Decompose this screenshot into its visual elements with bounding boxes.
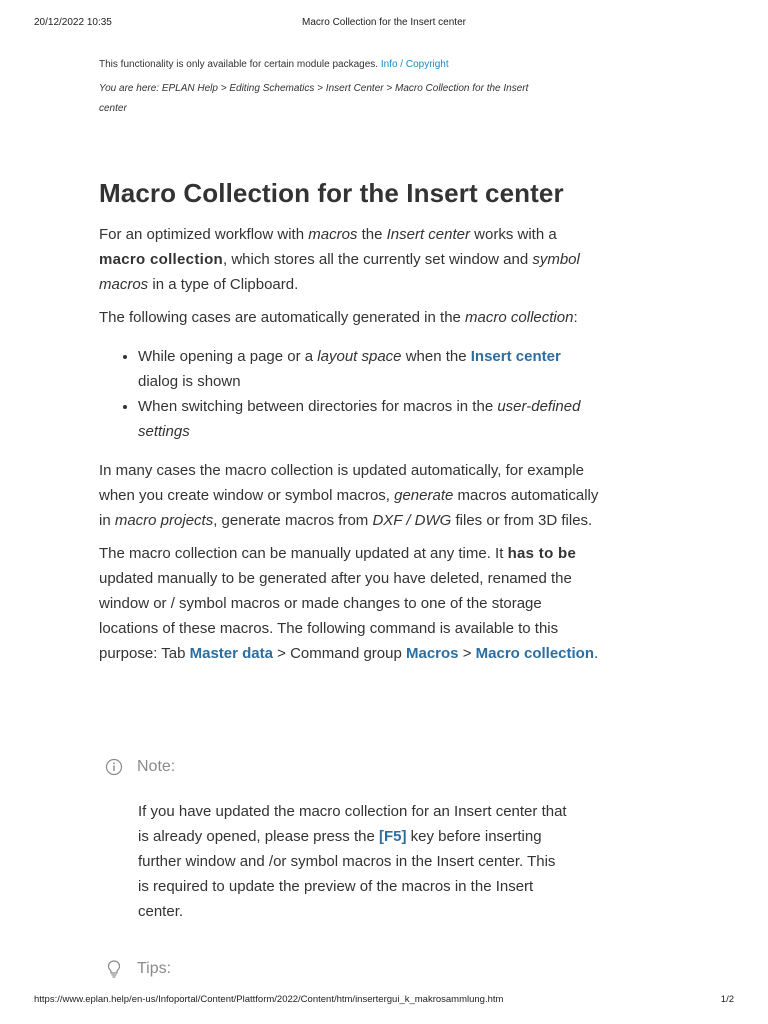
list-item: • When switching between directories for macros in the user-defined settings: [138, 394, 599, 444]
note-label: Note:: [137, 758, 176, 775]
module-notice: [99, 58, 599, 72]
page-title: Macro Collection for the Insert center: [99, 178, 564, 208]
manual-update-paragraph: The macro collection can be manually updated at any time. It has to be updated manually to be generated after you have deleted, renamed the window or / symbol macros or made changes to one of the storage locations of these macros. The following command is available to this purpose: Tab Master data > Command group Macros > Macro collection.: [99, 545, 599, 662]
macros-link[interactable]: Macros: [406, 645, 459, 662]
article-body: [99, 222, 599, 666]
note-text: If you have updated the macro collection for an Insert center that is already opened, please press the [F5] key before inserting further window and /or symbol macros in the Insert center. This is required to update the preview of the macros in the Insert center.: [138, 803, 567, 920]
print-date: 20/12/2022 10:35: [34, 17, 112, 28]
note-body: [138, 799, 568, 924]
master-data-link[interactable]: Master data: [189, 645, 273, 662]
info-copyright-link[interactable]: Info / Copyright: [380, 59, 449, 70]
cases-list: [99, 344, 599, 444]
notice-text: This functionality is only available for certain module packages.: [99, 59, 379, 70]
print-header: [34, 17, 734, 31]
cases-paragraph: The following cases are automatically generated in the macro collection:: [99, 309, 578, 326]
f5-key: [F5]: [379, 828, 407, 845]
page-url: https://www.eplan.help/en-us/Infoportal/Content/Plattform/2022/Content/htm/insertergui_k_makrosammlung.htm: [34, 994, 504, 1005]
page-number: 1/2: [720, 994, 734, 1005]
lightbulb-icon: [105, 959, 123, 979]
document-content: [99, 58, 599, 977]
tips-label: Tips:: [137, 960, 172, 977]
print-title: Macro Collection for the Insert center: [302, 17, 466, 28]
note-box: [105, 755, 585, 924]
list-item: • While opening a page or a layout space when the Insert center dialog is shown: [138, 344, 599, 394]
auto-update-paragraph: In many cases the macro collection is updated automatically, for example when you create window or symbol macros, generate macros automatically in macro projects, generate macros from DXF / DWG files or from 3D files.: [99, 462, 599, 529]
note-header: [105, 755, 585, 779]
macro-collection-link[interactable]: Macro collection: [475, 645, 594, 662]
info-circle-icon: [105, 758, 123, 776]
intro-paragraph: For an optimized workflow with macros the Insert center works with a macro collection, which stores all the currently set window and symbol macros in a type of Clipboard.: [99, 226, 580, 293]
tips-header: [105, 957, 171, 981]
insert-center-link[interactable]: Insert center: [470, 348, 561, 365]
breadcrumb: You are here: EPLAN Help > Editing Schematics > Insert Center > Macro Collection for the Insert center: [99, 83, 529, 114]
